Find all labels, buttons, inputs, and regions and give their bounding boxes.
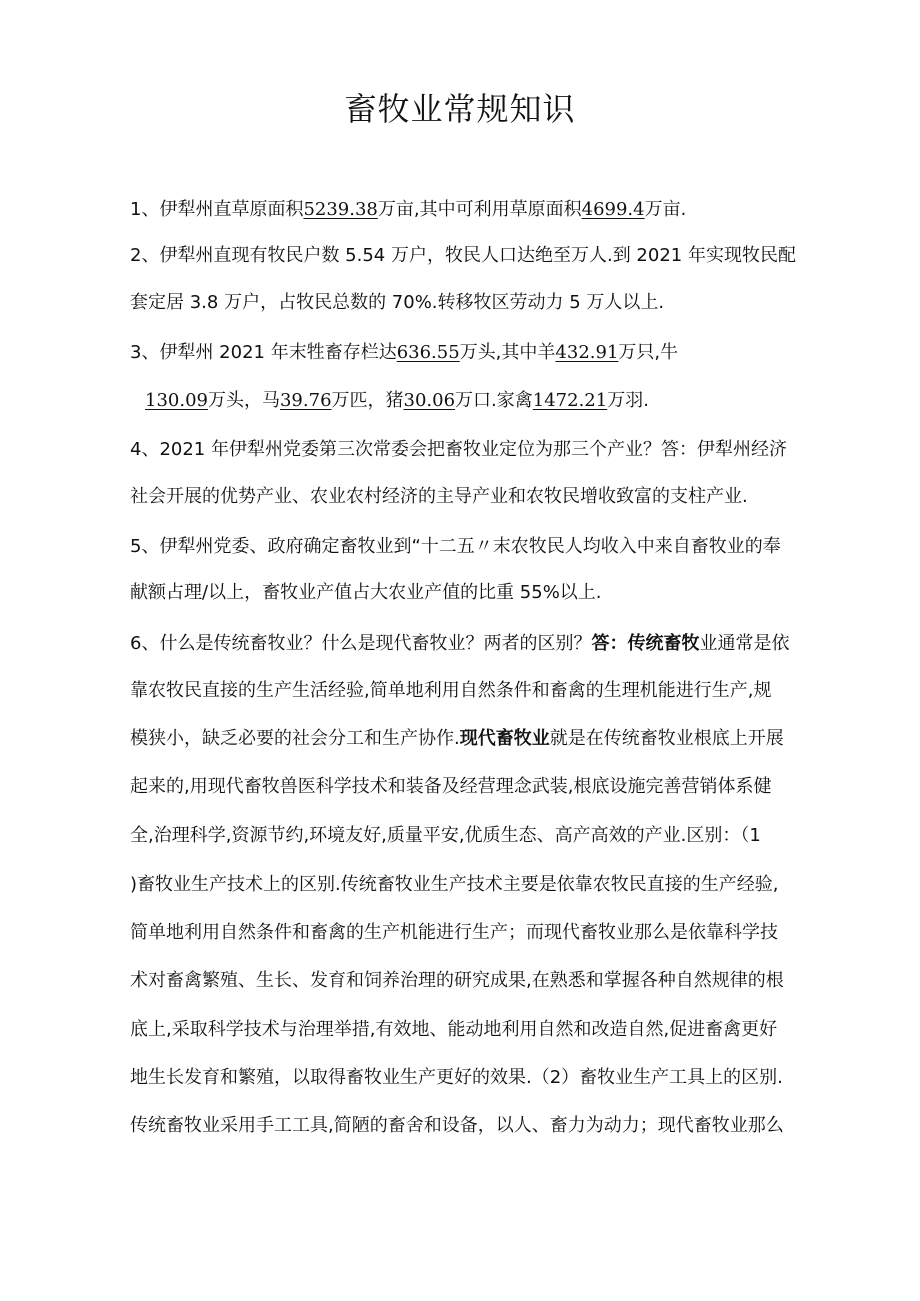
text-line-9: 献额占理/以上，畜牧业产值占大农业产值的比重 55%以上. [130,582,602,603]
pig-value: 30.06 [403,390,456,411]
text-line-19: 地生长发育和繁殖，以取得畜牧业生产更好的效果.（2）畜牧业生产工具上的区别. [130,1067,783,1088]
text-line-3: 套定居 3.8 万户，占牧民总数的 70%.转移牧区劳动力 5 万人以上. [130,292,665,313]
cattle-value: 130.09 [145,390,208,411]
text-line-18: 底上,采取科学技术与治理举措,有效地、能动地利用自然和改造自然,促进畜禽更好 [130,1019,778,1040]
text-line-11: 靠农牧民直接的生产生活经验,简单地利用自然条件和畜禽的生理机能进行生产,规 [130,680,772,701]
text-line-6: 4、2021 年伊犁州党委第三次常委会把畜牧业定位为那三个产业？答：伊犁州经济 [130,439,787,460]
sheep-value: 432.91 [555,342,619,363]
horse-value: 39.76 [279,390,332,411]
text-line-8: 5、伊犁州党委、政府确定畜牧业到“十二五〃末农牧民人均收入中来自畜牧业的奉 [130,536,781,557]
text-line-20: 传统畜牧业采用手工工具,简陋的畜舍和设备，以人、畜力为动力；现代畜牧业那么 [130,1115,784,1136]
text-line-1: 1、伊犁州直草原面积5239.38万亩,其中可利用草原面积4699.4万亩. [130,199,687,220]
text-line-14: 全,治理科学,资源节约,环境友好,质量平安,优质生态、高产高效的产业.区别：（1 [130,825,761,846]
document-title: 畜牧业常规知识 [344,90,576,128]
text-line-7: 社会开展的优势产业、农业农村经济的主导产业和农牧民增收致富的支柱产业. [130,486,748,507]
text-line-13: 起来的,用现代畜牧兽医科学技术和装备及经营理念武装,根底设施完善营销体系健 [130,776,772,797]
answer-label: 答：传统畜牧 [591,633,700,654]
text-line-2: 2、伊犁州直现有牧民户数 5.54 万户，牧民人口达绝至万人.到 2021 年实现牧民配 [130,245,796,266]
text-line-15: )畜牧业生产技术上的区别.传统畜牧业生产技术主要是依靠农牧民直接的生产经验, [130,874,779,895]
livestock-total-value: 636.55 [396,342,460,363]
text-line-10: 6、什么是传统畜牧业？什么是现代畜牧业？两者的区别？答：传统畜牧业通常是依 [130,633,790,654]
usable-grassland-value: 4699.4 [581,199,645,220]
poultry-value: 1472.21 [532,390,608,411]
modern-husbandry-term: 现代畜牧业 [459,728,550,749]
text-line-12: 模狭小，缺乏必要的社会分工和生产协作.现代畜牧业就是在传统畜牧业根底上开展 [130,728,784,749]
text-line-17: 术对畜禽繁殖、生长、发育和饲养治理的研究成果,在熟悉和掌握各种自然规律的根 [130,970,784,991]
text-line-16: 简单地利用自然条件和畜禽的生产机能进行生产；而现代畜牧业那么是依靠科学技 [130,922,778,943]
grassland-area-value: 5239.38 [303,199,378,220]
text-line-4: 3、伊犁州 2021 年末牲畜存栏达636.55万头,其中羊432.91万只,牛 [130,342,679,363]
text-line-5: 130.09万头，马39.76万匹，猪30.06万口.家禽1472.21万羽. [145,390,649,411]
